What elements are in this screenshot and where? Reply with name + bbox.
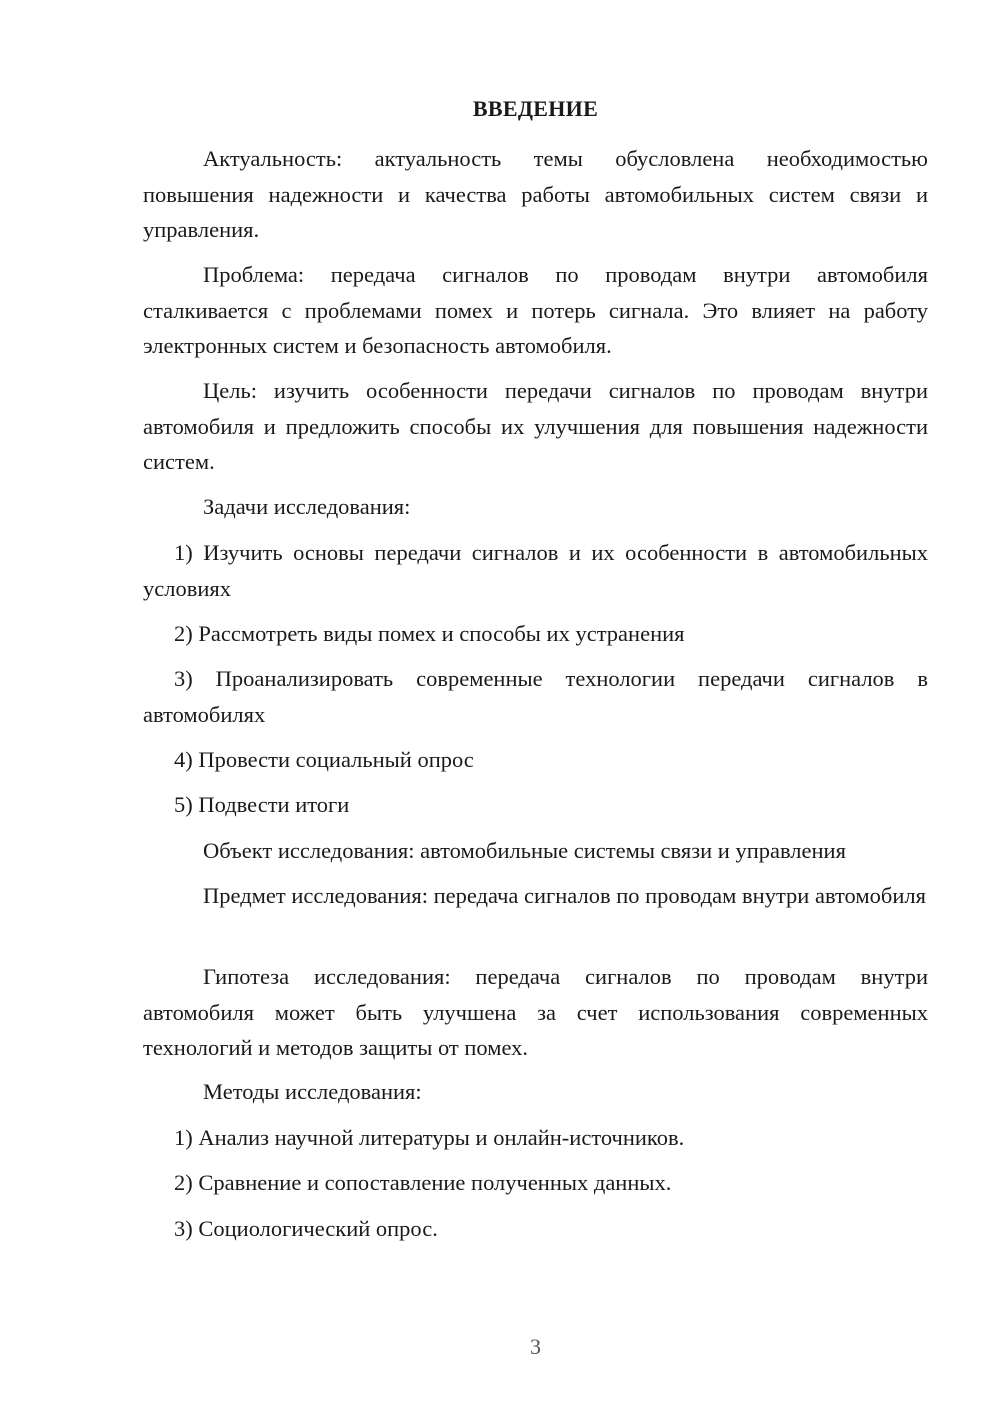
relevance-paragraph: Актуальность: актуальность темы обусловлена необходимостью повышения надежности и качества работы автомобильных систем связи и управления.: [143, 146, 928, 242]
hypothesis-paragraph: Гипотеза исследования: передача сигналов по проводам внутри автомобиля может быть улучшена за счет использования современных технологий и методов защиты от помех.: [143, 964, 928, 1060]
task-item: 4) Провести социальный опрос: [174, 747, 474, 772]
method-item: 3) Социологический опрос.: [174, 1216, 438, 1241]
goal-paragraph: Цель: изучить особенности передачи сигналов по проводам внутри автомобиля и предложить способы их улучшения для повышения надежности систем.: [143, 378, 928, 474]
methods-heading: Методы исследования:: [203, 1079, 422, 1104]
task-item: 5) Подвести итоги: [174, 792, 350, 817]
problem-paragraph: Проблема: передача сигналов по проводам внутри автомобиля сталкивается с проблемами помех и потерь сигнала. Это влияет на работу электронных систем и безопасность автомобиля.: [143, 262, 928, 358]
subject-paragraph: Предмет исследования: передача сигналов по проводам внутри автомобиля: [203, 883, 926, 908]
page-number: 3: [530, 1334, 541, 1359]
page-title: ВВЕДЕНИЕ: [472, 96, 599, 121]
method-item: 2) Сравнение и сопоставление полученных данных.: [174, 1170, 672, 1195]
task-item: 3) Проанализировать современные технологии передачи сигналов в автомобилях: [143, 666, 928, 727]
tasks-heading: Задачи исследования:: [203, 494, 411, 519]
method-item: 1) Анализ научной литературы и онлайн-источников.: [174, 1125, 685, 1150]
task-item: 2) Рассмотреть виды помех и способы их устранения: [174, 621, 685, 646]
object-paragraph: Объект исследования: автомобильные системы связи и управления: [203, 838, 846, 863]
task-item: 1) Изучить основы передачи сигналов и их особенности в автомобильных условиях: [143, 540, 928, 601]
